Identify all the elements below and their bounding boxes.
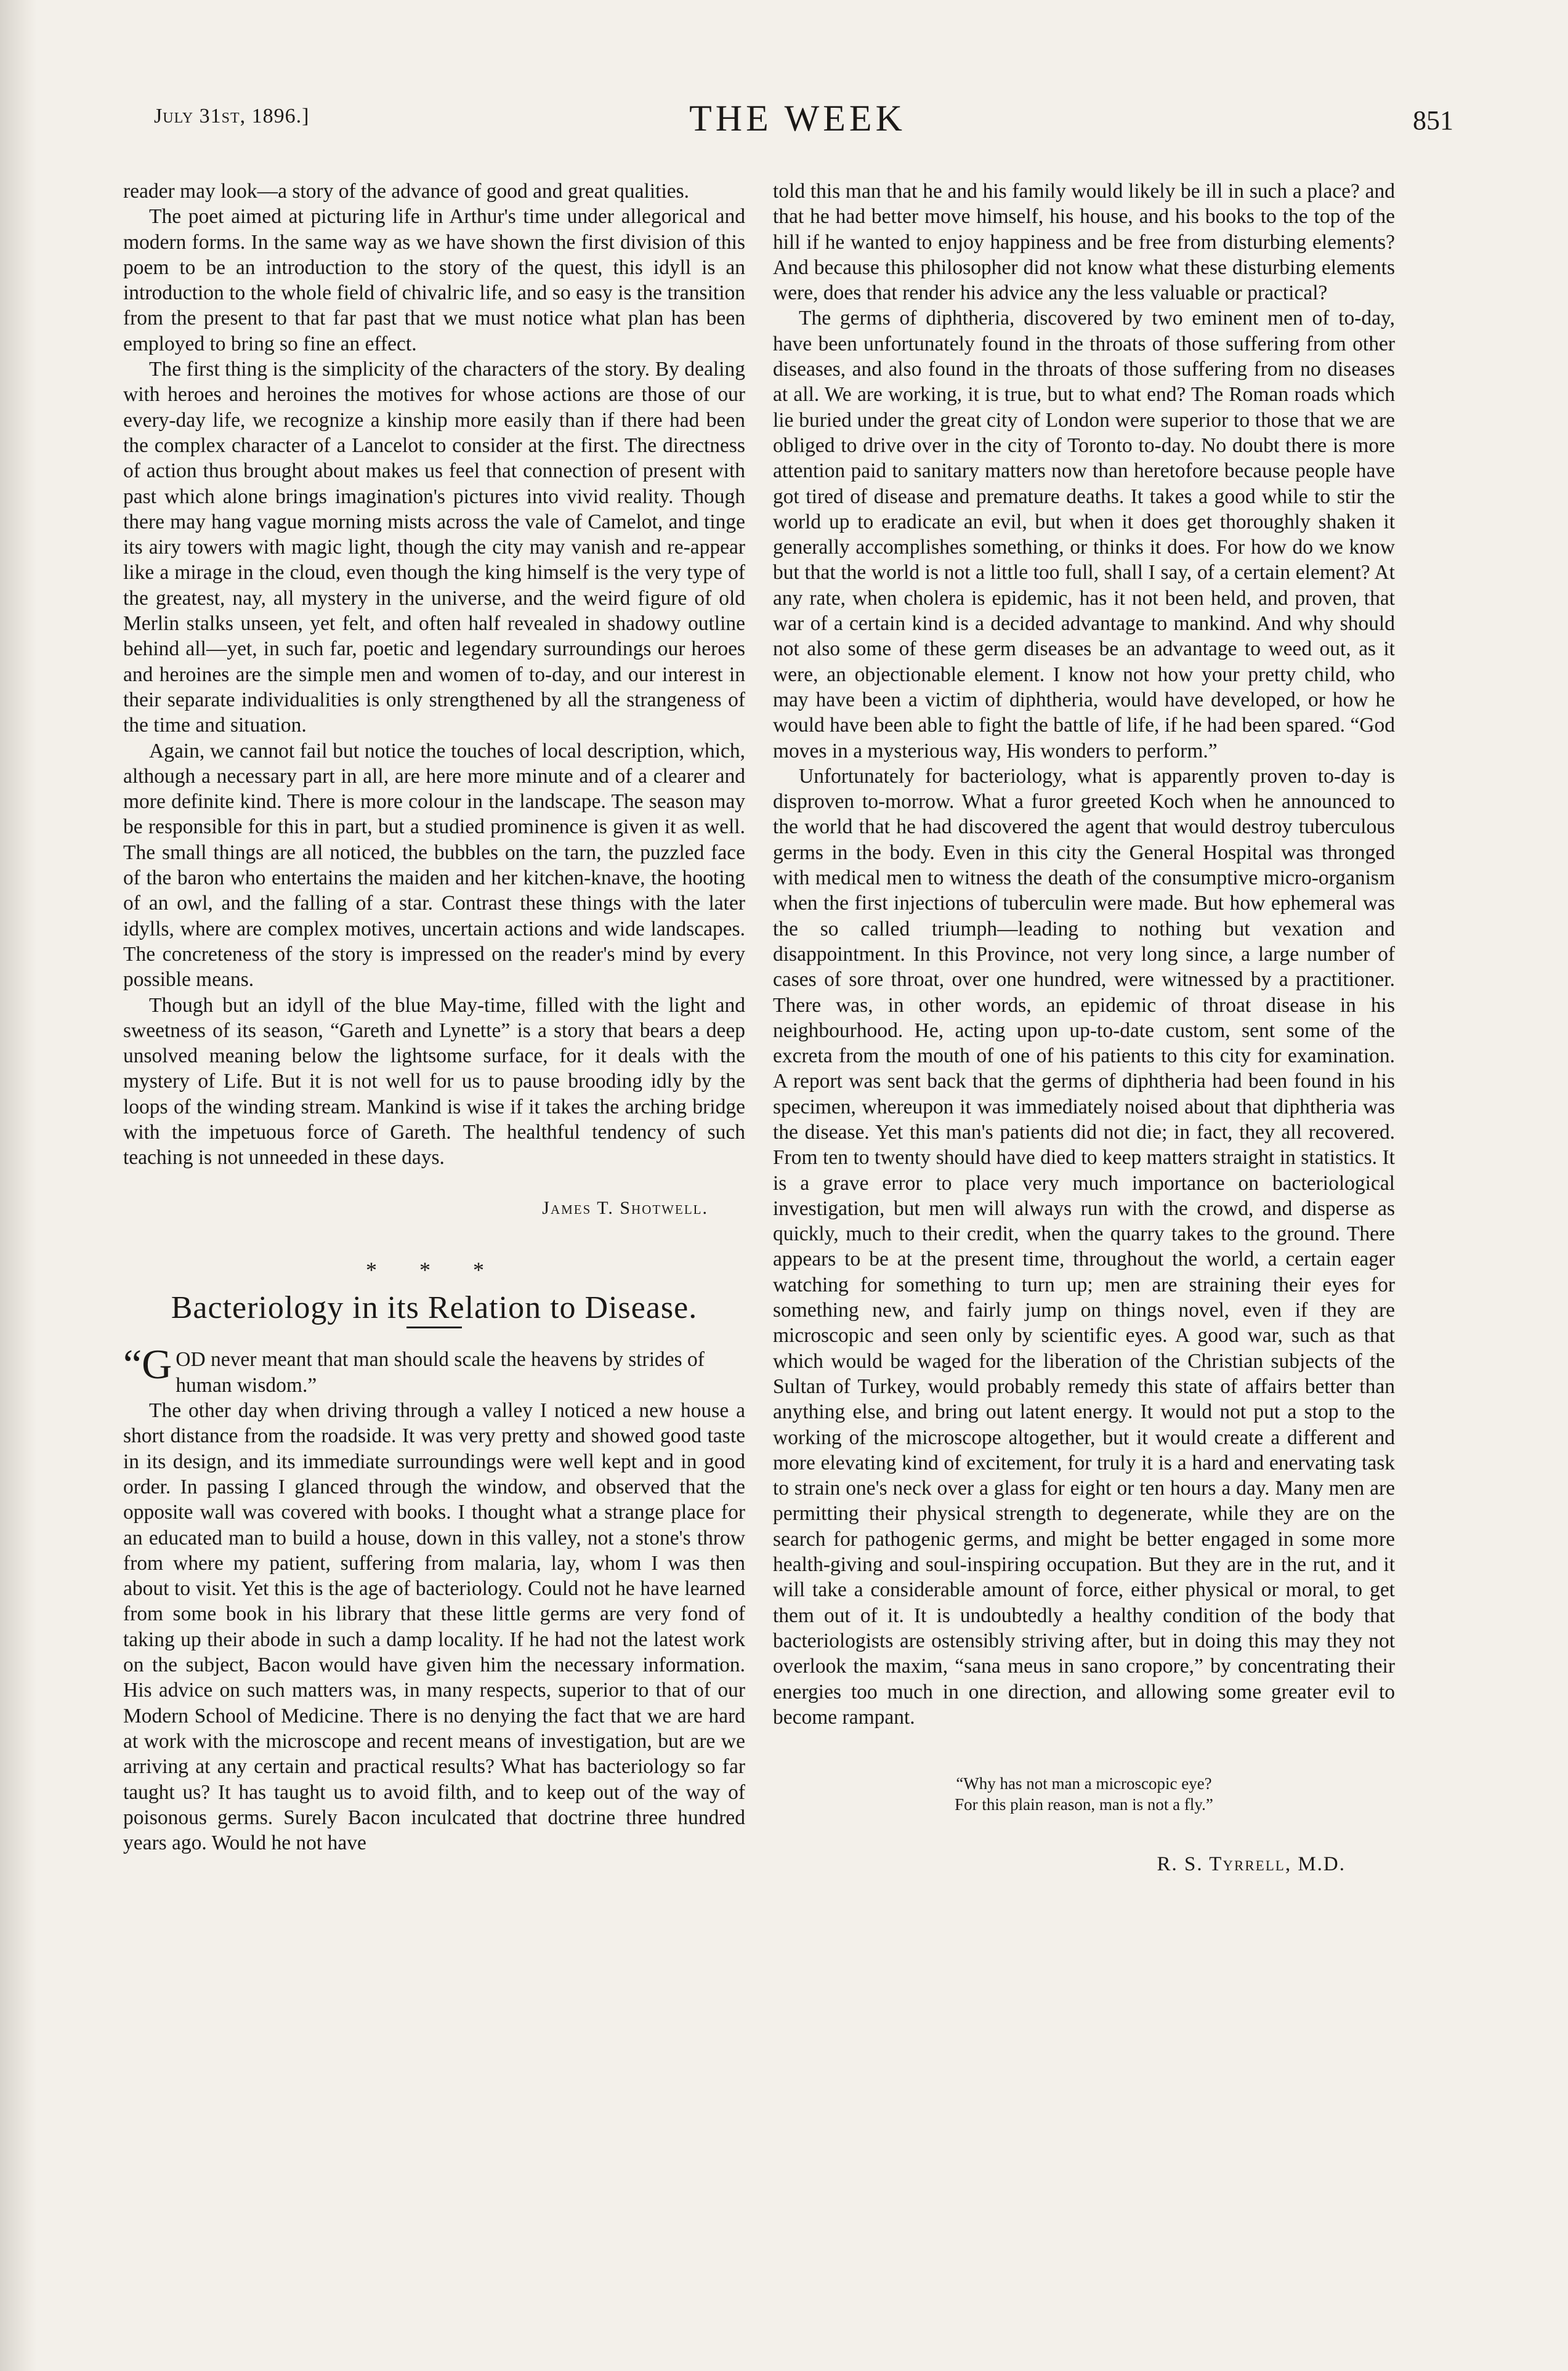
- paragraph: reader may look—a story of the advance of good and great qualities.: [123, 180, 690, 203]
- epigraph: [123, 1341, 745, 1398]
- paragraph: Again, we cannot fail but notice the touches of local description, which, although a necessary part in all, are here more minute and of a clearer and more definite kind. There is more colour in the landscape. The season may be responsible for this in part, but a studied prominence is given it as well. The small things are all noticed, the bubbles on the tarn, the puzzled face of the baron who entertains the maiden and her kitchen-knave, the hooting of an owl, and the falling of a star. Contrast these things with the later idylls, where are complex motives, uncertain actions and wide landscapes. The concreteness of the story is impressed on the reader's mind by every possible means.: [123, 739, 745, 992]
- author-signature: James T. Shotwell.: [542, 1197, 708, 1218]
- closing-epigram: [773, 1773, 1395, 1815]
- paragraph: Though but an idyll of the blue May-time, filled with the light and sweetness of its season, “Gareth and Lynette” is a story that bears a deep unsolved meaning below the lightsome surface, for it deals with the mystery of Life. But it is not well for us to pause brooding idly by the loops of the winding stream. Mankind is wise if it takes the arching bridge with the impetuous force of Gareth. The healthful tendency of such teaching is not unneeded in these days.: [123, 993, 745, 1169]
- page-binding-edge: [0, 0, 37, 2371]
- page-number: 851: [1413, 105, 1453, 135]
- right-column: [773, 179, 1395, 1877]
- drop-cap: “G: [123, 1341, 172, 1388]
- publication-title: THE WEEK: [689, 98, 906, 139]
- paragraph: The poet aimed at picturing life in Arthur's time under allegorical and modern forms. In the same way as we have shown the first division of this poem to be an introduction to the story of the quest, this idyll is an introduction to the whole field of chivalric life, and so easy is the transition from the present to that far past that we must notice what plan has been employed to bring so fine an effect.: [123, 205, 745, 355]
- left-column: [123, 179, 745, 1856]
- epigram-line: “Why has not man a microscopic eye?: [956, 1774, 1212, 1793]
- issue-date: July 31st, 1896.]: [154, 105, 310, 127]
- paragraph: The germs of diphtheria, discovered by two eminent men of to-day, have been unfortunately found in the throats of those suffering from other diseases, and also found in the throats of those suffering from no diseases at all. We are working, it is true, but to what end? The Roman roads which lie buried under the great city of London were superior to those that we are obliged to drive over in the city of Toronto to-day. No doubt there is more attention paid to sanitary matters now than heretofore because people have got tired of disease and premature deaths. It takes a good while to stir the world up to eradicate an evil, but when it does get thoroughly shaken it generally accomplishes something, or thinks it does. For how do we know but that the world is not a little too full, shall I say, of a certain element? At any rate, when cholera is epidemic, has it not been held, and proven, that war of a certain kind is a decided advantage to mankind. And why should not also some of these germ diseases be an advantage to weed out, as it were, an objectionable element. I know not how your pretty child, who may have been a victim of diphtheria, would have developed, or how he would have been able to fight the battle of life, if he had been spared. “God moves in a mysterious way, His wonders to perform.”: [773, 307, 1395, 762]
- page-header: [142, 92, 1453, 166]
- epigram-line: For this plain reason, man is not a fly.”: [955, 1795, 1213, 1814]
- author-signature: R. S. Tyrrell, M.D.: [1157, 1853, 1346, 1876]
- paragraph: told this man that he and his family would likely be ill in such a place? and that he had better move himself, his house, and his books to the top of the hill if he wanted to enjoy happiness and be free from disturbing elements? And because this philosopher did not know what these disturbing elements were, does that render his advice any the less valuable or practical?: [773, 180, 1395, 305]
- paragraph: The first thing is the simplicity of the characters of the story. By dealing with heroes and heroines the motives for whose actions are those of our every-day life, we recognize a kinship more easily than if there had been the complex character of a Lancelot to consider at the first. The directness of action thus brought about makes us feel that connection of present with past which alone brings imagination's pictures into vivid reality. Though there may hang vague morning mists across the vale of Camelot, and tinge its airy towers with magic light, though the city may vanish and re-appear like a mirage in the cloud, even though the king himself is the very type of the greatest, nay, all mystery in the universe, and the weird figure of old Merlin stalks unseen, yet felt, and often half revealed in shadowy outline behind all—yet, in such far, poetic and legendary surroundings our heroes and heroines are the simple men and women of to-day, and our interest in their separate individualities is only strengthened by all the strangeness of the time and situation.: [123, 358, 745, 737]
- paragraph: The other day when driving through a valley I noticed a new house a short distance from the roadside. It was very pretty and showed good taste in its design, and its immediate surroundings were well kept and in good order. In passing I glanced through the window, and observed that the opposite wall was covered with books. I thought what a strange place for an educated man to build a house, down in this valley, not a stone's throw from where my patient, suffering from malaria, lay, whom I was then about to visit. Yet this is the age of bacteriology. Could not he have learned from some book in his library that these little germs are very fond of taking up their abode in such a damp locality. If he had not the latest work on the subject, Bacon would have given him the necessary information. His advice on such matters was, in many respects, superior to that of our Modern School of Medicine. There is no denying the fact that we are hard at work with the microscope and recent means of investigation, but are we arriving at any certain and practical results? What has bacteriology so far taught us? It has taught us to avoid filth, and to keep out of the way of poisonous germs. Surely Bacon inculcated that doctrine three hundred years ago. Would he not have: [123, 1399, 745, 1855]
- title-rule: [406, 1327, 462, 1328]
- section-divider: * * *: [366, 1257, 503, 1282]
- article-title: Bacteriology in its Relation to Disease.: [171, 1290, 698, 1326]
- epigraph-text: OD never meant that man should scale the heavens by strides of human wisdom.”: [176, 1348, 705, 1397]
- paragraph: Unfortunately for bacteriology, what is apparently proven to-day is disproven to-morrow. What a furor greeted Koch when he announced to the world that he had discovered the agent that would destroy tuberculous germs in the body. Even in this city the General Hospital was thronged with medical men to witness the death of the consumptive micro-organism when the first injections of tuberculin were made. But how ephemeral was the so called triumph—leading to nothing but vexation and disappointment. In this Province, not very long since, a large number of cases of sore throat, over one hundred, were witnessed by a practitioner. There was, in other words, an epidemic of throat disease in his neighbourhood. He, acting upon up-to-date custom, sent some of the excreta from the mouth of one of his patients to this city for examination. A report was sent back that the germs of diphtheria had been found in his specimen, whereupon it was immediately noised about that diphtheria was the disease. Yet this man's patients did not die; in fact, they all recovered. From ten to twenty should have died to keep matters straight in statistics. It is a grave error to place very much importance on bacteriological investigation, but men will always run with the crowd, and disperse as quickly, much to their credit, when the quarry takes to the ground. There appears to be at the present time, throughout the world, a certain eager watching for something to turn up; men are straining their eyes for something new, and fairly jump on things novel, even if they are microscopic and seen only by scientific eyes. A good war, such as that which would be waged for the liberation of the Christian subjects of the Sultan of Turkey, would probably remedy this state of affairs better than anything else, and bring out latent energy. It would not put a stop to the working of the microscope altogether, but it would create a different and more elevating kind of excitement, for truly it is a hard and enervating task to strain one's neck over a glass for eight or ten hours a day. Many men are permitting their physical strength to degenerate, while they are on the search for pathogenic germs, and might be better engaged in some more health-giving and soul-inspiring occupation. But they are in the rut, and it will take a considerable amount of force, either physical or moral, to get them out of it. It is undoubtedly a healthy condition of the body that bacteriologists are ostensibly striving after, but in doing this may they not overlook the maxim, “sana meus in sano cropore,” by concentrating their energies too much in one direction, and allowing some greater evil to become rampant.: [773, 764, 1395, 1729]
